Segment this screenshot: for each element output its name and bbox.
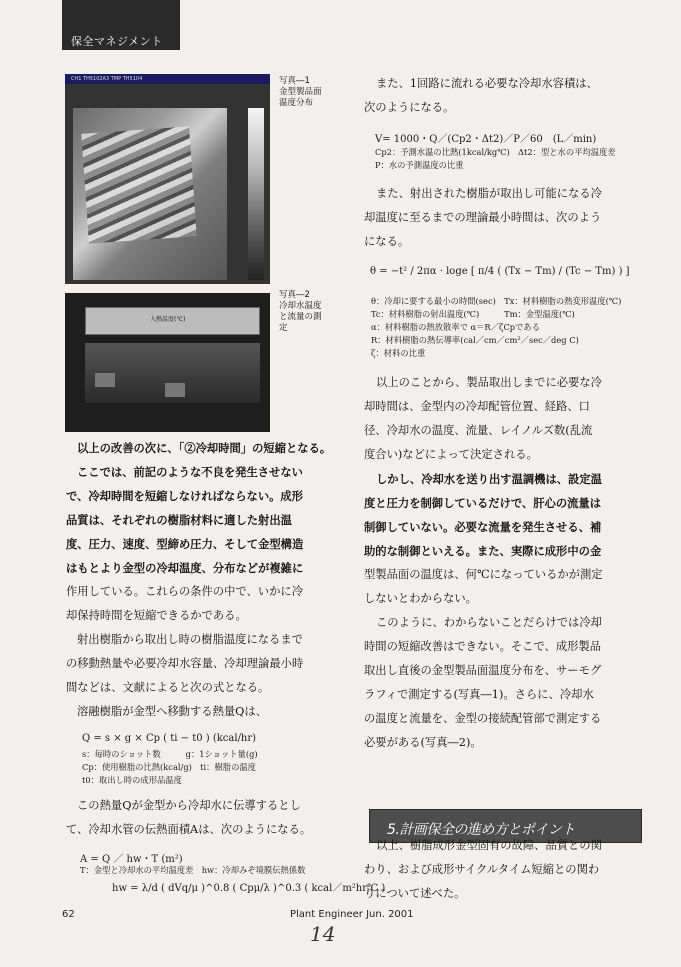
formula-def: T：金型と冷却水の平均温度差 hw：冷却みぞ境膜伝熱係数 (80, 865, 306, 875)
paragraph-line: 品質は、それぞれの樹脂材料に適した射出温 (66, 513, 292, 527)
paragraph-line: て、冷却水管の伝熱面積Aは、次のようになる。 (66, 823, 312, 836)
journal-footer: Plant Engineer Jun. 2001 (290, 909, 414, 920)
paragraph-line: 以上、樹脂成形金型固有の故障、品質との関 (376, 839, 602, 852)
paragraph: 以上の改善の次に、「②冷却時間」の短縮となる。 (77, 441, 332, 455)
photo2-caption (279, 290, 322, 334)
paragraph-line: 度合い)などによって決定される。 (364, 448, 538, 461)
paragraph-line: 度と圧力を制御しているだけで、肝心の流量は (364, 496, 602, 510)
paragraph-line: 制御していない。必要な流量を発生させる、補 (364, 520, 602, 534)
paragraph-line: の温度と流量を、金型の接続配管部で測定する (364, 712, 602, 725)
caption-line: 定 (279, 323, 288, 333)
paragraph-line: 作用している。これらの条件の中で、いかに冷 (66, 585, 304, 598)
formula-def: t0：取出し時の成形品温度 (82, 775, 182, 785)
photo1-caption (279, 76, 322, 109)
paragraph-line: 次のようになる。 (364, 101, 455, 114)
paragraph-line: しかし、冷却水を送り出す温調機は、設定温 (376, 472, 602, 486)
paragraph-line: 助的な制御といえる。また、実際に成形中の金 (364, 544, 602, 558)
formula-def: P：水の予測温度の比重 (375, 160, 464, 170)
paragraph-line: また、射出された樹脂が取出し可能になる冷 (376, 187, 602, 200)
formula-def: Cp：使用樹脂の比熱(kcal/g) ti：樹脂の温度 (82, 762, 256, 772)
paragraph-line: 射出樹脂から取出し時の樹脂温度になるまで (77, 633, 303, 646)
paragraph-line: 取出し直後の金型製品面温度分布を、サーモグ (364, 664, 602, 677)
paragraph-line: 必要がある(写真―2)。 (364, 736, 482, 749)
paragraph-line: 度、圧力、速度、型締め圧力、そして金型構造 (66, 537, 304, 551)
paragraph-line: 却保持時間を短縮できるかである。 (66, 609, 247, 622)
caption-line: 写真―2 (279, 290, 310, 300)
formula-def: θ：冷却に要する最小の時間(sec) Tx：材料樹脂の熱変形温度(℃) (371, 296, 622, 306)
paragraph-line: 却時間は、金型内の冷却配管位置、経路、口 (364, 400, 590, 413)
caption-line: 温度分布 (279, 98, 314, 108)
paragraph-line: で、冷却時間を短縮しなければならない。成形 (66, 489, 304, 503)
caption-line: 写真―1 (279, 76, 310, 86)
formula-theta: θ = −t² / 2πα · loge [ π/4 ( (Tx − Tm) / (Tc − Tm) ) ] (370, 266, 630, 277)
paragraph-line: りについて述べた。 (364, 887, 466, 900)
formula-def: s：毎時のショット数 g：1ショット量(g) (82, 749, 258, 759)
paragraph-line: の移動熱量や必要冷却水容量、冷却理論最小時 (66, 657, 304, 670)
formula-q: Q = s × g × Cp ( ti − t0 ) (kcal/hr) (82, 733, 257, 744)
paragraph-line: になる。 (364, 235, 410, 248)
paragraph-line: わり、および成形サイクルタイム短縮との関わ (364, 863, 600, 876)
paragraph-line: 径、冷却水の温度、流量、レイノルズ数(乱流 (364, 424, 593, 437)
paragraph-line: 型製品面の温度は、何℃になっているかが測定 (364, 568, 603, 581)
section-header (62, 0, 180, 50)
paragraph-line: 溶融樹脂が金型へ移動する熱量Qは、 (77, 705, 268, 718)
photo-cooling-water-measurement (65, 293, 270, 432)
thermo-window-titlebar: CH1 TH5102A3 TMP TH5104 (65, 74, 270, 84)
formula-hw: hw = λ/d ( dVq/μ )^0.8 ( Cpμ/λ )^0.3 ( kcal／m²hr℃ ) (112, 883, 386, 894)
photo-thermography (65, 74, 270, 284)
formula-v: V= 1000・Q／(Cp2・Δt2)／P／60 (L／min) (375, 134, 597, 145)
formula-def: R：材料樹脂の熱伝導率(cal／cm／cm²／sec／deg C) (371, 335, 579, 345)
handwritten-page-mark: 14 (310, 922, 336, 946)
mold-thermal-image (81, 126, 196, 243)
formula-def: α：材料樹脂の熱放散率で α＝R／ζCpである (371, 322, 540, 332)
paragraph-line: 以上のことから、製品取出しまでに必要な冷 (376, 376, 602, 389)
paragraph-line: 時間の短縮改善はできない。そこで、成形製品 (364, 640, 602, 653)
pipe-connector (165, 383, 185, 397)
paragraph-line: はもとより金型の冷却温度、分布などが複雑に (66, 561, 304, 575)
paragraph-line: 却温度に至るまでの理論最小時間は、次のよう (364, 211, 602, 224)
paragraph-line: しないとわからない。 (364, 592, 477, 605)
paragraph-line: このように、わからないことだらけでは冷却 (376, 616, 602, 629)
paragraph-line: ラフィで測定する(写真―1)。さらに、冷却水 (364, 688, 594, 701)
temperature-scale (248, 108, 264, 280)
caption-line: 金型製品面 (279, 87, 322, 97)
pipe-connector (95, 373, 115, 387)
paragraph-line: この熱量Qが金型から冷却水に伝導するとし (77, 799, 301, 812)
caption-line: 冷却水温度 (279, 301, 322, 311)
panel-label: 入熱温度(℃) (150, 316, 186, 323)
paragraph-line: また、1回路に流れる必要な冷却水容積は、 (376, 77, 598, 90)
page-number: 62 (62, 909, 75, 920)
formula-def: ζ：材料の比重 (371, 348, 426, 358)
caption-line: と流量の測 (279, 312, 322, 322)
paragraph-line: ここでは、前記のような不良を発生させない (77, 465, 303, 479)
formula-def: Cp2：予測水温の比熱(1kcal/kg℃) Δt2：型と水の平均温度差 (375, 147, 616, 157)
section-heading: 5.計画保全の進め方とポイント (387, 822, 575, 838)
section-title: 保全マネジメント (71, 35, 163, 48)
formula-def: Tc：材料樹脂の射出温度(℃) Tm：金型温度(℃) (371, 309, 575, 319)
paragraph-line: 間などは、文献によると次の式となる。 (66, 681, 270, 694)
instrument-panel (85, 307, 260, 335)
formula-a: A = Q ／ hw・T (m²) (80, 854, 183, 865)
